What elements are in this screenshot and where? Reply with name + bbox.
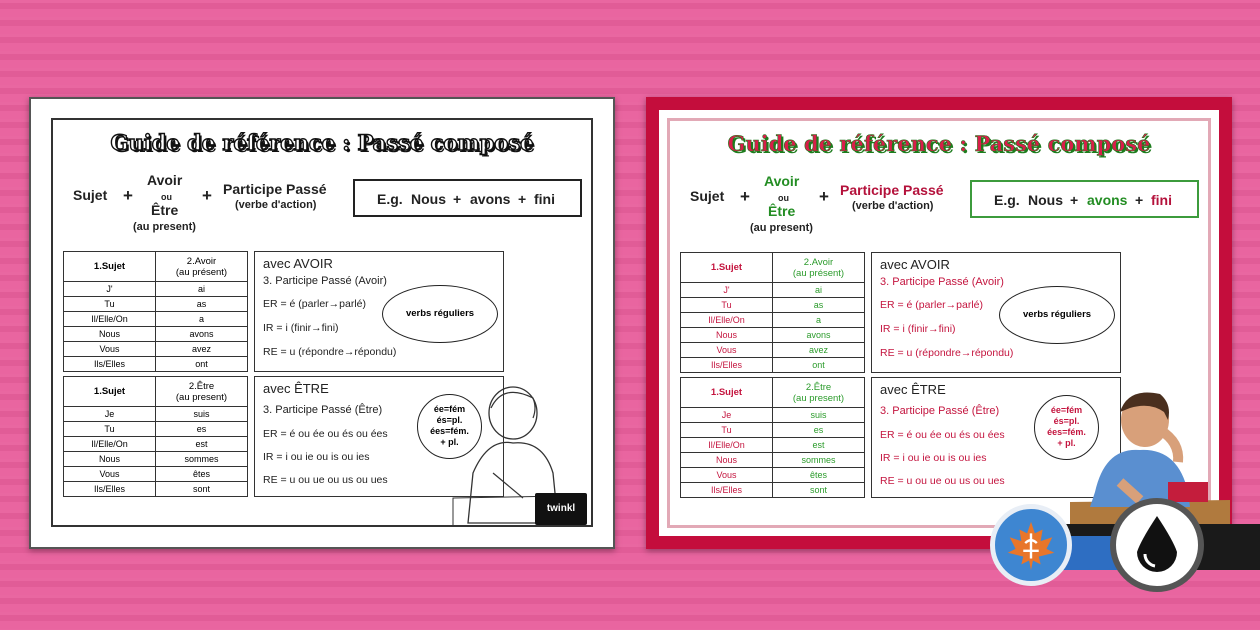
table-header: 1.Sujet xyxy=(64,252,156,282)
formula-verbe: (verbe d'action) xyxy=(235,199,317,211)
formula-present: (au present) xyxy=(750,222,813,234)
sheet-inner xyxy=(51,118,593,527)
table-row: Tu as xyxy=(64,297,248,312)
formula-ou: ou xyxy=(161,192,172,202)
table-header: 1.Sujet xyxy=(681,378,773,408)
plus-sign: + xyxy=(453,191,462,207)
etre-ir: IR = i ou ie ou is ou ies xyxy=(263,451,370,463)
table-row: Tu as xyxy=(681,298,865,313)
table-row: Il/Elle/On a xyxy=(64,312,248,327)
ink-saver-badge-icon xyxy=(1110,498,1204,592)
quebec-maple-badge-icon xyxy=(990,504,1072,586)
eg-avons: avons xyxy=(470,191,511,207)
etre-heading: avec ÊTRE xyxy=(263,381,329,396)
etre-ir: IR = i ou ie ou is ou ies xyxy=(880,452,987,464)
table-row: Vous avez xyxy=(681,343,865,358)
avoir-heading: avec AVOIR xyxy=(263,256,333,271)
formula-present: (au present) xyxy=(133,221,196,233)
eg-label: E.g. xyxy=(377,191,403,207)
etre-table xyxy=(63,376,248,497)
table-row: Ils/Elles sont xyxy=(64,482,248,497)
table-row: Je suis xyxy=(64,407,248,422)
table-row: Ils/Elles ont xyxy=(64,357,248,372)
etre-er: ER = é ou ée ou és ou ées xyxy=(880,429,1005,441)
table-row: Vous avez xyxy=(64,342,248,357)
plus-sign: + xyxy=(740,187,750,206)
table-header: 2.Être (au present) xyxy=(156,377,248,407)
formula-verbe: (verbe d'action) xyxy=(852,200,934,212)
avoir-er: ER = é (parler→parlé) xyxy=(263,298,366,310)
table-row: Nous avons xyxy=(64,327,248,342)
table-row: Vous êtes xyxy=(681,468,865,483)
avoir-heading: avec AVOIR xyxy=(880,257,950,272)
twinkl-logo: twinkl xyxy=(535,493,587,525)
etre-sub: 3. Participe Passé (Être) xyxy=(880,405,1000,417)
table-row: Vous êtes xyxy=(64,467,248,482)
eg-fini: fini xyxy=(534,191,555,207)
avoir-er: ER = é (parler→parlé) xyxy=(880,299,983,311)
table-header: 2.Avoir (au présent) xyxy=(156,252,248,282)
avoir-sub: 3. Participe Passé (Avoir) xyxy=(263,275,387,287)
etre-table xyxy=(680,377,865,498)
example-box xyxy=(970,180,1199,218)
eg-avons: avons xyxy=(1087,192,1128,208)
eg-label: E.g. xyxy=(994,192,1020,208)
formula xyxy=(670,173,1208,233)
avoir-table xyxy=(680,252,865,373)
plus-sign: + xyxy=(1070,192,1079,208)
avoir-box xyxy=(254,251,504,372)
table-row: Tu es xyxy=(681,423,865,438)
formula-avoir: Avoir xyxy=(147,172,183,188)
formula-ou: ou xyxy=(778,193,789,203)
table-row: Il/Elle/On est xyxy=(681,438,865,453)
table-row: Ils/Elles ont xyxy=(681,358,865,373)
avoir-ir: IR = i (finir→fini) xyxy=(263,322,339,334)
sheet-bw xyxy=(29,97,615,549)
eg-nous: Nous xyxy=(1028,192,1063,208)
formula-participe: Participe Passé xyxy=(840,182,944,198)
formula-participe: Participe Passé xyxy=(223,181,327,197)
etre-re: RE = u ou ue ou us ou ues xyxy=(880,475,1005,487)
table-row: Nous avons xyxy=(681,328,865,343)
table-row: Ils/Elles sont xyxy=(681,483,865,498)
formula-etre: Être xyxy=(151,202,179,218)
table-row: Nous sommes xyxy=(681,453,865,468)
plus-sign: + xyxy=(819,187,829,206)
agreement-circle: ée=fém és=pl. ées=fém. + pl. xyxy=(417,394,482,459)
table-header: 1.Sujet xyxy=(681,253,773,283)
avoir-table xyxy=(63,251,248,372)
table-header: 2.Avoir (au présent) xyxy=(773,253,865,283)
plus-sign: + xyxy=(518,191,527,207)
formula xyxy=(53,172,591,232)
avoir-re: RE = u (répondre→répondu) xyxy=(263,346,397,358)
formula-sujet: Sujet xyxy=(73,187,108,203)
etre-sub: 3. Participe Passé (Être) xyxy=(263,404,383,416)
avoir-box xyxy=(871,252,1121,373)
eg-fini: fini xyxy=(1151,192,1172,208)
formula-avoir: Avoir xyxy=(764,173,800,189)
table-row: Nous sommes xyxy=(64,452,248,467)
table-row: Il/Elle/On a xyxy=(681,313,865,328)
sheet-title: Guide de référence : Passé composé xyxy=(727,131,1151,156)
plus-sign: + xyxy=(1135,192,1144,208)
plus-sign: + xyxy=(123,186,133,205)
plus-sign: + xyxy=(202,186,212,205)
table-row: Je suis xyxy=(681,408,865,423)
formula-sujet: Sujet xyxy=(690,188,725,204)
table-row: J' ai xyxy=(64,282,248,297)
table-row: Tu es xyxy=(64,422,248,437)
table-row: J' ai xyxy=(681,283,865,298)
regular-verbs-oval: verbs réguliers xyxy=(999,286,1115,344)
etre-er: ER = é ou ée ou és ou ées xyxy=(263,428,388,440)
avoir-ir: IR = i (finir→fini) xyxy=(880,323,956,335)
table-header: 1.Sujet xyxy=(64,377,156,407)
example-box xyxy=(353,179,582,217)
etre-heading: avec ÊTRE xyxy=(880,382,946,397)
etre-re: RE = u ou ue ou us ou ues xyxy=(263,474,388,486)
eg-nous: Nous xyxy=(411,191,446,207)
table-row: Il/Elle/On est xyxy=(64,437,248,452)
agreement-circle: ée=fém és=pl. ées=fém. + pl. xyxy=(1034,395,1099,460)
avoir-re: RE = u (répondre→répondu) xyxy=(880,347,1014,359)
formula-etre: Être xyxy=(768,203,796,219)
sheet-title: Guide de référence : Passé composé xyxy=(110,130,534,155)
regular-verbs-oval: verbs réguliers xyxy=(382,285,498,343)
avoir-sub: 3. Participe Passé (Avoir) xyxy=(880,276,1004,288)
table-header: 2.Être (au present) xyxy=(773,378,865,408)
